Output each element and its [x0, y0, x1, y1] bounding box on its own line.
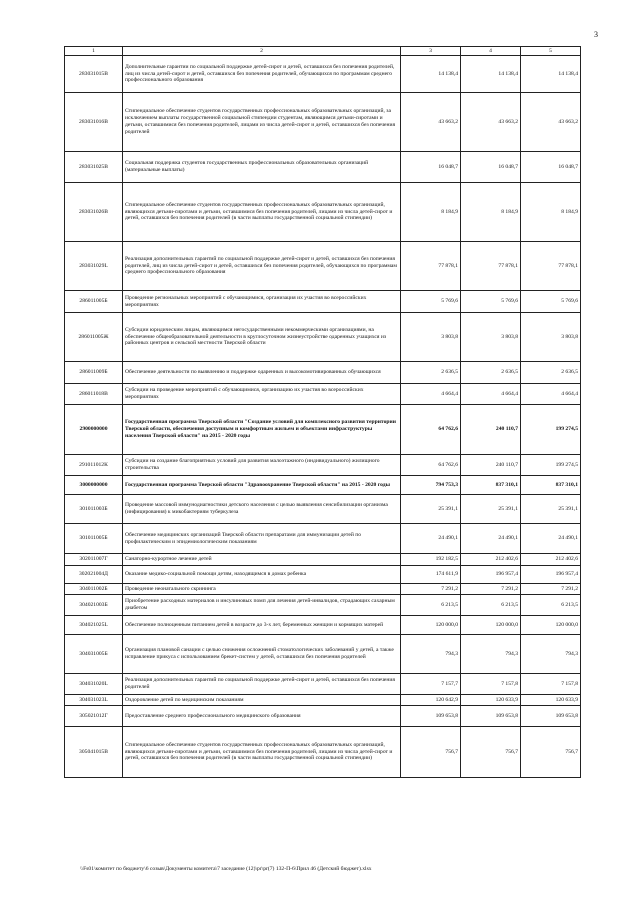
row-value-col5: 16 048,7	[521, 152, 581, 183]
table-row	[65, 695, 581, 706]
row-value-col3: 4 664,4	[401, 384, 461, 405]
page-number: 3	[594, 30, 598, 39]
row-value-col5: 2 636,5	[521, 362, 581, 384]
table-row	[65, 706, 581, 727]
table-row	[65, 584, 581, 595]
table-row	[65, 93, 581, 152]
row-value-col3: 64 762,6	[401, 405, 461, 455]
row-description: Государственная программа Тверской области "Здравоохранение Тверской области" на 2015 - 2020 годы	[123, 476, 401, 495]
row-value-col3: 120 642,9	[401, 695, 461, 706]
row-description: Проведение массовой иммунодиагностики детского населения с целью выявления сенсибилизации организма (инфицирования) к микобактериям туберкулеза	[123, 495, 401, 524]
row-value-col5: 3 803,8	[521, 313, 581, 362]
row-value-col5: 109 653,8	[521, 706, 581, 727]
row-value-col5: 4 664,4	[521, 384, 581, 405]
row-value-col5: 7 157,8	[521, 674, 581, 695]
row-code: 286011018В	[65, 384, 123, 405]
row-code: 304031020L	[65, 674, 123, 695]
row-description: Проведение региональных мероприятий с обучающимися, организация их участия во всероссийских мероприятиях	[123, 291, 401, 313]
table-row	[65, 152, 581, 183]
table-row	[65, 405, 581, 455]
row-value-col4: 7 157,8	[461, 674, 521, 695]
row-value-col4: 4 664,4	[461, 384, 521, 405]
table-row	[65, 595, 581, 616]
row-description: Обеспечение медицинских организаций Тверской области препаратами для иммунизации детей по профилактическим и эпидемиологическим показаниям	[123, 524, 401, 554]
row-description: Стипендиальное обеспечение студентов государственных профессиональных образовательных организаций, за исключением выплаты государственной социальной стипендии студентам, являющимся детьми-сиротами и детьми, оставшимися без попечения родителей, лицами из числа детей-сирот и детей, оставшихся без попечения родителей	[123, 93, 401, 152]
row-description: Обеспечение деятельности по выявлению и поддержке одаренных и высокомотивированных обучающихся	[123, 362, 401, 384]
column-header: 2	[123, 47, 401, 56]
row-value-col5: 196 957,4	[521, 566, 581, 584]
row-description: Субсидии юридическим лицам, являющимся негосударственными некоммерческими организациями, на обеспечение общеобразовательной деятельности в круглосуточном жизнеустройстве одаренных учащихся из районных центров и сельской местности Тверской области	[123, 313, 401, 362]
row-code: 305021012Г	[65, 706, 123, 727]
budget-table	[64, 46, 581, 778]
table-row	[65, 524, 581, 554]
table-row	[65, 616, 581, 635]
table-row	[65, 56, 581, 93]
row-description: Проведение неонатального скрининга	[123, 584, 401, 595]
row-code: 283031025В	[65, 152, 123, 183]
row-description: Государственная программа Тверской области "Создание условий для комплексного развития территории Тверской области, обеспечения доступным и комфортным жильем и объектами инфраструктуры населения Тверской области" на 2015 - 2020 годы	[123, 405, 401, 455]
row-value-col3: 16 048,7	[401, 152, 461, 183]
row-value-col3: 77 878,1	[401, 242, 461, 291]
row-value-col3: 794 753,3	[401, 476, 461, 495]
row-value-col3: 3 803,8	[401, 313, 461, 362]
table-row	[65, 495, 581, 524]
row-description: Реализация дополнительных гарантий по социальной поддержке детей-сирот и детей, оставшихся без попечения родителей	[123, 674, 401, 695]
row-value-col5: 199 274,5	[521, 405, 581, 455]
row-value-col3: 8 184,9	[401, 183, 461, 242]
row-value-col4: 240 110,7	[461, 455, 521, 476]
row-description: Организация плановой санации с целью снижения осложнений стоматологических заболеваний у детей, а также исправление прикуса с использованием брекет-систем у детей, оставшихся без попечения родителей	[123, 635, 401, 674]
row-value-col4: 16 048,7	[461, 152, 521, 183]
row-code: 302011007Г	[65, 554, 123, 566]
table-row	[65, 384, 581, 405]
table-row	[65, 476, 581, 495]
row-value-col4: 7 291,2	[461, 584, 521, 595]
row-code: 2900000000	[65, 405, 123, 455]
row-value-col3: 43 663,2	[401, 93, 461, 152]
row-value-col4: 794,3	[461, 635, 521, 674]
row-value-col5: 794,3	[521, 635, 581, 674]
table-row	[65, 554, 581, 566]
row-value-col5: 212 402,6	[521, 554, 581, 566]
row-code: 305041015В	[65, 727, 123, 778]
row-value-col3: 794,3	[401, 635, 461, 674]
table-row	[65, 727, 581, 778]
row-value-col3: 7 291,2	[401, 584, 461, 595]
row-value-col5: 120 633,9	[521, 695, 581, 706]
table-row	[65, 242, 581, 291]
row-value-col4: 8 184,9	[461, 183, 521, 242]
row-description: Предоставление среднего профессионального медицинского образования	[123, 706, 401, 727]
row-code: 283031015В	[65, 56, 123, 93]
row-value-col3: 120 000,0	[401, 616, 461, 635]
row-description: Стипендиальное обеспечение студентов государственных профессиональных образовательных организаций, являющихся детьми-сиротами и детьми, оставшимися без попечения родителей, лицами из числа детей-сирот и детей, оставшихся без попечения родителей (в части выплаты государственной социальной стипендии)	[123, 727, 401, 778]
row-description: Дополнительные гарантии по социальной поддержке детей-сирот и детей, оставшихся без попечения родителей, лиц из числа детей-сирот и детей, оставшихся без попечения родителей, обучающихся по программам среднего профессионального образования	[123, 56, 401, 93]
row-value-col3: 109 653,8	[401, 706, 461, 727]
row-value-col5: 43 663,2	[521, 93, 581, 152]
row-value-col5: 5 769,6	[521, 291, 581, 313]
row-value-col3: 174 611,9	[401, 566, 461, 584]
row-code: 304031005Б	[65, 635, 123, 674]
row-value-col3: 25 391,1	[401, 495, 461, 524]
row-value-col3: 24 490,1	[401, 524, 461, 554]
row-value-col5: 199 274,5	[521, 455, 581, 476]
table-row	[65, 635, 581, 674]
row-value-col5: 24 490,1	[521, 524, 581, 554]
row-value-col4: 756,7	[461, 727, 521, 778]
row-value-col5: 837 310,1	[521, 476, 581, 495]
table-row	[65, 313, 581, 362]
row-value-col3: 64 762,6	[401, 455, 461, 476]
row-description: Реализация дополнительных гарантий по социальной поддержке детей-сирот и детей, оставшихся без попечения родителей, лиц из числа детей-сирот и детей, оставшихся без попечения родителей, обучающихся по программам среднего профессионального образования	[123, 242, 401, 291]
row-description: Субсидии на создание благоприятных условий для развития малоэтажного (индивидуального) жилищного строительства	[123, 455, 401, 476]
table-row	[65, 455, 581, 476]
row-value-col4: 120 633,9	[461, 695, 521, 706]
row-code: 286011009Б	[65, 362, 123, 384]
row-code: 302021004Д	[65, 566, 123, 584]
row-value-col3: 6 213,5	[401, 595, 461, 616]
row-value-col4: 77 878,1	[461, 242, 521, 291]
footer-file-path: \\Fs01\комитет по бюджету\6 созыв\Документы комитета\7 заседание (12)\pr\pr(7) 132-П-6\Прил 46 (Детский бюджет).xlsx	[80, 866, 372, 872]
row-value-col3: 192 182,5	[401, 554, 461, 566]
row-value-col4: 43 663,2	[461, 93, 521, 152]
row-code: 283031026В	[65, 183, 123, 242]
row-description: Санаторно-курортное лечение детей	[123, 554, 401, 566]
row-code: 304021025L	[65, 616, 123, 635]
row-value-col3: 7 157,7	[401, 674, 461, 695]
table-row	[65, 674, 581, 695]
row-description: Обеспечение полноценным питанием детей в возрасте до 3-х лет, беременных женщин и кормящих матерей	[123, 616, 401, 635]
table-header-row	[65, 47, 581, 56]
row-value-col4: 837 310,1	[461, 476, 521, 495]
column-header: 3	[401, 47, 461, 56]
row-value-col5: 7 291,2	[521, 584, 581, 595]
row-value-col5: 120 000,0	[521, 616, 581, 635]
row-code: 286011005Б	[65, 291, 123, 313]
row-code: 304031023L	[65, 695, 123, 706]
row-value-col3: 5 769,6	[401, 291, 461, 313]
row-value-col5: 8 184,9	[521, 183, 581, 242]
row-code: 286011005Ж	[65, 313, 123, 362]
table-row	[65, 566, 581, 584]
row-value-col4: 120 000,0	[461, 616, 521, 635]
row-description: Приобретение расходных материалов и инсулиновых помп для лечения детей-инвалидов, страдающих сахарным диабетом	[123, 595, 401, 616]
row-value-col5: 756,7	[521, 727, 581, 778]
row-code: 301011005Б	[65, 524, 123, 554]
row-value-col4: 196 957,4	[461, 566, 521, 584]
row-value-col3: 756,7	[401, 727, 461, 778]
row-code: 304021003Б	[65, 595, 123, 616]
row-value-col4: 240 110,7	[461, 405, 521, 455]
row-value-col4: 109 653,8	[461, 706, 521, 727]
row-value-col5: 25 391,1	[521, 495, 581, 524]
row-value-col4: 3 803,8	[461, 313, 521, 362]
row-description: Оказание медико-социальной помощи детям, находящимся в домах ребенка	[123, 566, 401, 584]
row-value-col4: 25 391,1	[461, 495, 521, 524]
row-value-col4: 5 769,6	[461, 291, 521, 313]
row-code: 304011002Б	[65, 584, 123, 595]
row-code: 283031016В	[65, 93, 123, 152]
row-value-col5: 6 213,5	[521, 595, 581, 616]
row-value-col4: 212 402,6	[461, 554, 521, 566]
row-value-col4: 2 636,5	[461, 362, 521, 384]
row-description: Стипендиальное обеспечение студентов государственных профессиональных образовательных организаций, являющихся детьми-сиротами и детьми, оставшимися без попечения родителей, лицами из числа детей-сирот и детей, оставшихся без попечения родителей (в части выплаты государственной социальной стипендии)	[123, 183, 401, 242]
row-code: 301011003Б	[65, 495, 123, 524]
row-value-col3: 2 636,5	[401, 362, 461, 384]
row-code: 3000000000	[65, 476, 123, 495]
column-header: 1	[65, 47, 123, 56]
row-value-col5: 77 878,1	[521, 242, 581, 291]
row-value-col4: 14 138,4	[461, 56, 521, 93]
row-description: Субсидии на проведение мероприятий с обучающимися, организацию их участия во всероссийских мероприятиях	[123, 384, 401, 405]
row-value-col4: 24 490,1	[461, 524, 521, 554]
row-description: Оздоровление детей по медицинским показаниям	[123, 695, 401, 706]
row-value-col3: 14 138,4	[401, 56, 461, 93]
table-row	[65, 183, 581, 242]
column-header: 5	[521, 47, 581, 56]
table-row	[65, 362, 581, 384]
column-header: 4	[461, 47, 521, 56]
row-code: 291011012К	[65, 455, 123, 476]
row-description: Социальная поддержка студентов государственных профессиональных образовательных организаций (материальные выплаты)	[123, 152, 401, 183]
table-row	[65, 291, 581, 313]
row-value-col4: 6 213,5	[461, 595, 521, 616]
row-code: 283031029L	[65, 242, 123, 291]
row-value-col5: 14 138,4	[521, 56, 581, 93]
